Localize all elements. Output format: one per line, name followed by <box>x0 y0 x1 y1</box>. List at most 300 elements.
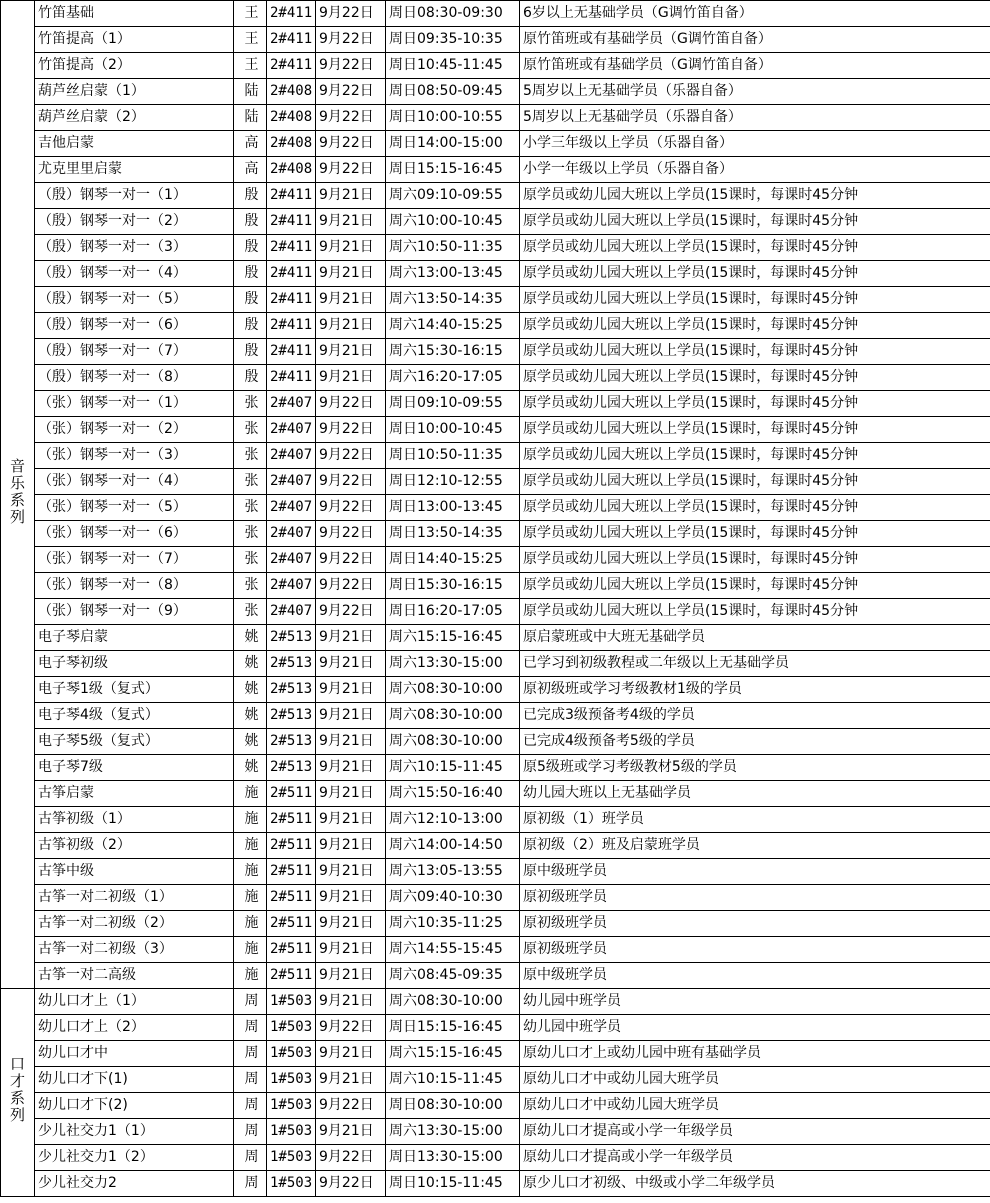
start-date-cell: 9月21日 <box>316 755 386 781</box>
enrollment-note-cell: 原学员或幼儿园大班以上学员(15课时，每课时45分钟 <box>520 365 990 391</box>
table-row <box>1 963 990 989</box>
start-date-cell: 9月22日 <box>316 417 386 443</box>
table-row <box>1 157 990 183</box>
class-time-cell: 周六10:15-11:45 <box>386 1067 520 1093</box>
course-name-cell: 古筝启蒙 <box>35 781 234 807</box>
class-time-cell: 周六14:55-15:45 <box>386 937 520 963</box>
enrollment-note-cell: 原学员或幼儿园大班以上学员(15课时，每课时45分钟 <box>520 339 990 365</box>
start-date-cell: 9月21日 <box>316 885 386 911</box>
table-row <box>1 105 990 131</box>
enrollment-note-cell: 原初级班学员 <box>520 911 990 937</box>
room-cell: 2#511 <box>267 911 316 937</box>
enrollment-note-cell: 原学员或幼儿园大班以上学员(15课时，每课时45分钟 <box>520 313 990 339</box>
category-label: 口才系列 <box>9 1055 25 1124</box>
start-date-cell: 9月21日 <box>316 339 386 365</box>
teacher-cell: 王 <box>234 53 267 79</box>
enrollment-note-cell: 原5级班或学习考级教材5级的学员 <box>520 755 990 781</box>
enrollment-note-cell: 原学员或幼儿园大班以上学员(15课时，每课时45分钟 <box>520 183 990 209</box>
class-time-cell: 周日13:50-14:35 <box>386 521 520 547</box>
course-name-cell: （张）钢琴一对一（5） <box>35 495 234 521</box>
course-name-cell: （殷）钢琴一对一（4） <box>35 261 234 287</box>
table-row <box>1 677 990 703</box>
room-cell: 2#408 <box>267 157 316 183</box>
table-row <box>1 1171 990 1197</box>
teacher-cell: 姚 <box>234 755 267 781</box>
enrollment-note-cell: 原少儿口才初级、中级或小学二年级学员 <box>520 1171 990 1197</box>
class-time-cell: 周六13:30-15:00 <box>386 651 520 677</box>
room-cell: 2#513 <box>267 651 316 677</box>
course-name-cell: （殷）钢琴一对一（1） <box>35 183 234 209</box>
teacher-cell: 周 <box>234 1093 267 1119</box>
course-name-cell: （张）钢琴一对一（7） <box>35 547 234 573</box>
teacher-cell: 高 <box>234 131 267 157</box>
room-cell: 1#503 <box>267 1145 316 1171</box>
class-time-cell: 周六15:15-16:45 <box>386 1041 520 1067</box>
course-name-cell: 葫芦丝启蒙（1） <box>35 79 234 105</box>
enrollment-note-cell: 6岁以上无基础学员（G调竹笛自备） <box>520 1 990 27</box>
room-cell: 2#513 <box>267 755 316 781</box>
class-time-cell: 周日10:00-10:45 <box>386 417 520 443</box>
table-row <box>1 781 990 807</box>
room-cell: 2#407 <box>267 391 316 417</box>
class-time-cell: 周六13:50-14:35 <box>386 287 520 313</box>
teacher-cell: 周 <box>234 1119 267 1145</box>
class-time-cell: 周日10:15-11:45 <box>386 1171 520 1197</box>
start-date-cell: 9月21日 <box>316 989 386 1015</box>
class-time-cell: 周日09:10-09:55 <box>386 391 520 417</box>
course-name-cell: （殷）钢琴一对一（2） <box>35 209 234 235</box>
start-date-cell: 9月22日 <box>316 27 386 53</box>
table-row <box>1 183 990 209</box>
table-row <box>1 833 990 859</box>
room-cell: 2#411 <box>267 209 316 235</box>
course-name-cell: 古筝一对二初级（2） <box>35 911 234 937</box>
table-row <box>1 703 990 729</box>
category-cell <box>1 989 35 1197</box>
start-date-cell: 9月21日 <box>316 209 386 235</box>
table-row <box>1 443 990 469</box>
teacher-cell: 王 <box>234 1 267 27</box>
room-cell: 2#411 <box>267 1 316 27</box>
teacher-cell: 张 <box>234 469 267 495</box>
room-cell: 2#407 <box>267 469 316 495</box>
table-row <box>1 599 990 625</box>
table-row <box>1 1119 990 1145</box>
course-name-cell: 电子琴启蒙 <box>35 625 234 651</box>
teacher-cell: 张 <box>234 599 267 625</box>
teacher-cell: 殷 <box>234 365 267 391</box>
table-row <box>1 1093 990 1119</box>
start-date-cell: 9月22日 <box>316 573 386 599</box>
room-cell: 2#407 <box>267 547 316 573</box>
class-time-cell: 周日15:15-16:45 <box>386 1015 520 1041</box>
start-date-cell: 9月21日 <box>316 1041 386 1067</box>
enrollment-note-cell: 原学员或幼儿园大班以上学员(15课时，每课时45分钟 <box>520 469 990 495</box>
course-name-cell: （殷）钢琴一对一（6） <box>35 313 234 339</box>
start-date-cell: 9月21日 <box>316 963 386 989</box>
table-row <box>1 1015 990 1041</box>
class-time-cell: 周六13:05-13:55 <box>386 859 520 885</box>
start-date-cell: 9月21日 <box>316 183 386 209</box>
table-row <box>1 651 990 677</box>
course-name-cell: （殷）钢琴一对一（7） <box>35 339 234 365</box>
start-date-cell: 9月22日 <box>316 131 386 157</box>
teacher-cell: 姚 <box>234 703 267 729</box>
table-row <box>1 1 990 27</box>
enrollment-note-cell: 原学员或幼儿园大班以上学员(15课时，每课时45分钟 <box>520 235 990 261</box>
class-time-cell: 周日15:15-16:45 <box>386 157 520 183</box>
class-time-cell: 周日14:40-15:25 <box>386 547 520 573</box>
table-row <box>1 287 990 313</box>
teacher-cell: 殷 <box>234 339 267 365</box>
class-time-cell: 周六14:40-15:25 <box>386 313 520 339</box>
course-name-cell: 幼儿口才下(2) <box>35 1093 234 1119</box>
class-time-cell: 周日14:00-15:00 <box>386 131 520 157</box>
class-time-cell: 周六10:00-10:45 <box>386 209 520 235</box>
table-row <box>1 1145 990 1171</box>
start-date-cell: 9月22日 <box>316 157 386 183</box>
schedule-body <box>1 1 990 1197</box>
table-row <box>1 235 990 261</box>
room-cell: 2#513 <box>267 703 316 729</box>
class-time-cell: 周六13:00-13:45 <box>386 261 520 287</box>
course-name-cell: 古筝一对二高级 <box>35 963 234 989</box>
course-name-cell: 吉他启蒙 <box>35 131 234 157</box>
table-row <box>1 1041 990 1067</box>
class-time-cell: 周六08:45-09:35 <box>386 963 520 989</box>
course-name-cell: 幼儿口才中 <box>35 1041 234 1067</box>
table-row <box>1 729 990 755</box>
enrollment-note-cell: 原学员或幼儿园大班以上学员(15课时，每课时45分钟 <box>520 417 990 443</box>
room-cell: 2#407 <box>267 443 316 469</box>
enrollment-note-cell: 原学员或幼儿园大班以上学员(15课时，每课时45分钟 <box>520 547 990 573</box>
class-time-cell: 周日09:35-10:35 <box>386 27 520 53</box>
teacher-cell: 周 <box>234 1145 267 1171</box>
course-name-cell: （张）钢琴一对一（4） <box>35 469 234 495</box>
start-date-cell: 9月22日 <box>316 1171 386 1197</box>
enrollment-note-cell: 原中级班学员 <box>520 963 990 989</box>
teacher-cell: 周 <box>234 1171 267 1197</box>
table-row <box>1 911 990 937</box>
enrollment-note-cell: 已完成4级预备考5级的学员 <box>520 729 990 755</box>
room-cell: 1#503 <box>267 989 316 1015</box>
teacher-cell: 殷 <box>234 313 267 339</box>
enrollment-note-cell: 幼儿园中班学员 <box>520 989 990 1015</box>
start-date-cell: 9月21日 <box>316 833 386 859</box>
course-name-cell: 幼儿口才下(1) <box>35 1067 234 1093</box>
start-date-cell: 9月21日 <box>316 313 386 339</box>
course-name-cell: 电子琴5级（复式） <box>35 729 234 755</box>
start-date-cell: 9月21日 <box>316 261 386 287</box>
enrollment-note-cell: 原初级（2）班及启蒙班学员 <box>520 833 990 859</box>
enrollment-note-cell: 原幼儿口才上或幼儿园中班有基础学员 <box>520 1041 990 1067</box>
room-cell: 2#411 <box>267 287 316 313</box>
course-name-cell: 古筝中级 <box>35 859 234 885</box>
room-cell: 2#511 <box>267 859 316 885</box>
teacher-cell: 施 <box>234 885 267 911</box>
teacher-cell: 殷 <box>234 183 267 209</box>
class-time-cell: 周六09:40-10:30 <box>386 885 520 911</box>
class-time-cell: 周六12:10-13:00 <box>386 807 520 833</box>
teacher-cell: 周 <box>234 1015 267 1041</box>
start-date-cell: 9月22日 <box>316 1093 386 1119</box>
enrollment-note-cell: 原初级班或学习考级教材1级的学员 <box>520 677 990 703</box>
course-name-cell: （张）钢琴一对一（6） <box>35 521 234 547</box>
teacher-cell: 张 <box>234 547 267 573</box>
course-name-cell: 古筝一对二初级（3） <box>35 937 234 963</box>
start-date-cell: 9月21日 <box>316 911 386 937</box>
enrollment-note-cell: 5周岁以上无基础学员（乐器自备） <box>520 105 990 131</box>
room-cell: 2#411 <box>267 313 316 339</box>
start-date-cell: 9月21日 <box>316 781 386 807</box>
course-name-cell: 竹笛基础 <box>35 1 234 27</box>
course-name-cell: （张）钢琴一对一（1） <box>35 391 234 417</box>
enrollment-note-cell: 原幼儿口才中或幼儿园大班学员 <box>520 1067 990 1093</box>
table-row <box>1 495 990 521</box>
table-row <box>1 131 990 157</box>
enrollment-note-cell: 原幼儿口才中或幼儿园大班学员 <box>520 1093 990 1119</box>
course-name-cell: 少儿社交力1（2） <box>35 1145 234 1171</box>
enrollment-note-cell: 原学员或幼儿园大班以上学员(15课时，每课时45分钟 <box>520 599 990 625</box>
class-time-cell: 周六14:00-14:50 <box>386 833 520 859</box>
class-time-cell: 周六15:50-16:40 <box>386 781 520 807</box>
room-cell: 2#411 <box>267 261 316 287</box>
start-date-cell: 9月21日 <box>316 235 386 261</box>
teacher-cell: 施 <box>234 911 267 937</box>
enrollment-note-cell: 原初级班学员 <box>520 937 990 963</box>
room-cell: 2#411 <box>267 27 316 53</box>
teacher-cell: 张 <box>234 417 267 443</box>
teacher-cell: 殷 <box>234 209 267 235</box>
table-row <box>1 859 990 885</box>
course-name-cell: 竹笛提高（1） <box>35 27 234 53</box>
course-name-cell: （殷）钢琴一对一（5） <box>35 287 234 313</box>
teacher-cell: 陆 <box>234 105 267 131</box>
room-cell: 2#513 <box>267 625 316 651</box>
teacher-cell: 姚 <box>234 729 267 755</box>
teacher-cell: 张 <box>234 391 267 417</box>
class-time-cell: 周六15:15-16:45 <box>386 625 520 651</box>
start-date-cell: 9月22日 <box>316 521 386 547</box>
class-time-cell: 周六08:30-10:00 <box>386 677 520 703</box>
enrollment-note-cell: 原竹笛班或有基础学员（G调竹笛自备） <box>520 53 990 79</box>
course-name-cell: （张）钢琴一对一（3） <box>35 443 234 469</box>
room-cell: 2#511 <box>267 963 316 989</box>
teacher-cell: 施 <box>234 859 267 885</box>
class-time-cell: 周日10:50-11:35 <box>386 443 520 469</box>
teacher-cell: 施 <box>234 781 267 807</box>
table-row <box>1 313 990 339</box>
table-row <box>1 807 990 833</box>
room-cell: 2#511 <box>267 937 316 963</box>
enrollment-note-cell: 幼儿园中班学员 <box>520 1015 990 1041</box>
room-cell: 2#407 <box>267 599 316 625</box>
class-time-cell: 周六10:50-11:35 <box>386 235 520 261</box>
course-name-cell: 古筝一对二初级（1） <box>35 885 234 911</box>
course-name-cell: 少儿社交力1（1） <box>35 1119 234 1145</box>
enrollment-note-cell: 小学一年级以上学员（乐器自备） <box>520 157 990 183</box>
table-row <box>1 937 990 963</box>
class-time-cell: 周日10:45-11:45 <box>386 53 520 79</box>
table-row <box>1 365 990 391</box>
course-name-cell: （张）钢琴一对一（9） <box>35 599 234 625</box>
course-name-cell: 电子琴1级（复式） <box>35 677 234 703</box>
class-time-cell: 周六10:15-11:45 <box>386 755 520 781</box>
category-label: 音乐系列 <box>9 457 25 526</box>
class-time-cell: 周日08:30-09:30 <box>386 1 520 27</box>
room-cell: 2#511 <box>267 807 316 833</box>
course-name-cell: 少儿社交力2 <box>35 1171 234 1197</box>
table-row <box>1 27 990 53</box>
table-row <box>1 339 990 365</box>
class-time-cell: 周日08:50-09:45 <box>386 79 520 105</box>
start-date-cell: 9月21日 <box>316 807 386 833</box>
teacher-cell: 陆 <box>234 79 267 105</box>
room-cell: 2#408 <box>267 131 316 157</box>
table-row <box>1 79 990 105</box>
start-date-cell: 9月21日 <box>316 625 386 651</box>
course-name-cell: 电子琴7级 <box>35 755 234 781</box>
room-cell: 1#503 <box>267 1093 316 1119</box>
start-date-cell: 9月22日 <box>316 495 386 521</box>
enrollment-note-cell: 幼儿园大班以上无基础学员 <box>520 781 990 807</box>
room-cell: 2#511 <box>267 885 316 911</box>
start-date-cell: 9月21日 <box>316 651 386 677</box>
room-cell: 2#411 <box>267 53 316 79</box>
course-name-cell: （殷）钢琴一对一（3） <box>35 235 234 261</box>
table-row <box>1 885 990 911</box>
start-date-cell: 9月22日 <box>316 547 386 573</box>
course-name-cell: （张）钢琴一对一（8） <box>35 573 234 599</box>
table-row <box>1 53 990 79</box>
table-row <box>1 417 990 443</box>
category-cell <box>1 1 35 989</box>
start-date-cell: 9月22日 <box>316 105 386 131</box>
room-cell: 2#408 <box>267 79 316 105</box>
table-row <box>1 989 990 1015</box>
course-name-cell: （张）钢琴一对一（2） <box>35 417 234 443</box>
enrollment-note-cell: 原学员或幼儿园大班以上学员(15课时，每课时45分钟 <box>520 209 990 235</box>
enrollment-note-cell: 小学三年级以上学员（乐器自备） <box>520 131 990 157</box>
teacher-cell: 张 <box>234 573 267 599</box>
class-time-cell: 周六08:30-10:00 <box>386 729 520 755</box>
teacher-cell: 周 <box>234 989 267 1015</box>
start-date-cell: 9月21日 <box>316 703 386 729</box>
teacher-cell: 姚 <box>234 677 267 703</box>
teacher-cell: 殷 <box>234 261 267 287</box>
table-row <box>1 1067 990 1093</box>
class-time-cell: 周日16:20-17:05 <box>386 599 520 625</box>
course-name-cell: 幼儿口才上（2） <box>35 1015 234 1041</box>
class-time-cell: 周六16:20-17:05 <box>386 365 520 391</box>
teacher-cell: 施 <box>234 963 267 989</box>
teacher-cell: 施 <box>234 833 267 859</box>
room-cell: 1#503 <box>267 1041 316 1067</box>
room-cell: 2#407 <box>267 521 316 547</box>
course-name-cell: 电子琴初级 <box>35 651 234 677</box>
teacher-cell: 施 <box>234 807 267 833</box>
teacher-cell: 施 <box>234 937 267 963</box>
class-time-cell: 周日10:00-10:55 <box>386 105 520 131</box>
teacher-cell: 殷 <box>234 287 267 313</box>
class-time-cell: 周六15:30-16:15 <box>386 339 520 365</box>
start-date-cell: 9月21日 <box>316 859 386 885</box>
start-date-cell: 9月21日 <box>316 365 386 391</box>
course-name-cell: 电子琴4级（复式） <box>35 703 234 729</box>
room-cell: 2#411 <box>267 235 316 261</box>
class-time-cell: 周六13:30-15:00 <box>386 1119 520 1145</box>
table-row <box>1 625 990 651</box>
teacher-cell: 张 <box>234 521 267 547</box>
room-cell: 2#411 <box>267 183 316 209</box>
start-date-cell: 9月21日 <box>316 729 386 755</box>
room-cell: 2#411 <box>267 339 316 365</box>
room-cell: 2#513 <box>267 729 316 755</box>
room-cell: 2#511 <box>267 833 316 859</box>
start-date-cell: 9月22日 <box>316 1 386 27</box>
start-date-cell: 9月22日 <box>316 53 386 79</box>
room-cell: 2#407 <box>267 573 316 599</box>
enrollment-note-cell: 原幼儿口才提高或小学一年级学员 <box>520 1145 990 1171</box>
start-date-cell: 9月22日 <box>316 391 386 417</box>
start-date-cell: 9月21日 <box>316 677 386 703</box>
room-cell: 2#511 <box>267 781 316 807</box>
table-row <box>1 547 990 573</box>
start-date-cell: 9月22日 <box>316 79 386 105</box>
start-date-cell: 9月21日 <box>316 1119 386 1145</box>
teacher-cell: 殷 <box>234 235 267 261</box>
enrollment-note-cell: 原幼儿口才提高或小学一年级学员 <box>520 1119 990 1145</box>
room-cell: 1#503 <box>267 1171 316 1197</box>
course-name-cell: 古筝初级（2） <box>35 833 234 859</box>
enrollment-note-cell: 原初级（1）班学员 <box>520 807 990 833</box>
start-date-cell: 9月21日 <box>316 1067 386 1093</box>
teacher-cell: 姚 <box>234 625 267 651</box>
class-time-cell: 周日08:30-10:00 <box>386 1093 520 1119</box>
enrollment-note-cell: 原学员或幼儿园大班以上学员(15课时，每课时45分钟 <box>520 287 990 313</box>
enrollment-note-cell: 原竹笛班或有基础学员（G调竹笛自备） <box>520 27 990 53</box>
room-cell: 2#411 <box>267 365 316 391</box>
enrollment-note-cell: 原学员或幼儿园大班以上学员(15课时，每课时45分钟 <box>520 495 990 521</box>
start-date-cell: 9月21日 <box>316 937 386 963</box>
start-date-cell: 9月22日 <box>316 1015 386 1041</box>
course-name-cell: 尤克里里启蒙 <box>35 157 234 183</box>
table-row <box>1 573 990 599</box>
class-time-cell: 周六08:30-10:00 <box>386 703 520 729</box>
room-cell: 1#503 <box>267 1067 316 1093</box>
class-time-cell: 周日13:00-13:45 <box>386 495 520 521</box>
room-cell: 2#408 <box>267 105 316 131</box>
start-date-cell: 9月22日 <box>316 469 386 495</box>
class-time-cell: 周日12:10-12:55 <box>386 469 520 495</box>
enrollment-note-cell: 原学员或幼儿园大班以上学员(15课时，每课时45分钟 <box>520 521 990 547</box>
start-date-cell: 9月22日 <box>316 443 386 469</box>
table-row <box>1 209 990 235</box>
enrollment-note-cell: 5周岁以上无基础学员（乐器自备） <box>520 79 990 105</box>
course-name-cell: 葫芦丝启蒙（2） <box>35 105 234 131</box>
start-date-cell: 9月22日 <box>316 599 386 625</box>
room-cell: 1#503 <box>267 1015 316 1041</box>
start-date-cell: 9月21日 <box>316 287 386 313</box>
course-name-cell: 竹笛提高（2） <box>35 53 234 79</box>
teacher-cell: 张 <box>234 443 267 469</box>
enrollment-note-cell: 原初级班学员 <box>520 885 990 911</box>
teacher-cell: 周 <box>234 1041 267 1067</box>
table-row <box>1 261 990 287</box>
teacher-cell: 周 <box>234 1067 267 1093</box>
class-time-cell: 周六08:30-10:00 <box>386 989 520 1015</box>
room-cell: 2#513 <box>267 677 316 703</box>
